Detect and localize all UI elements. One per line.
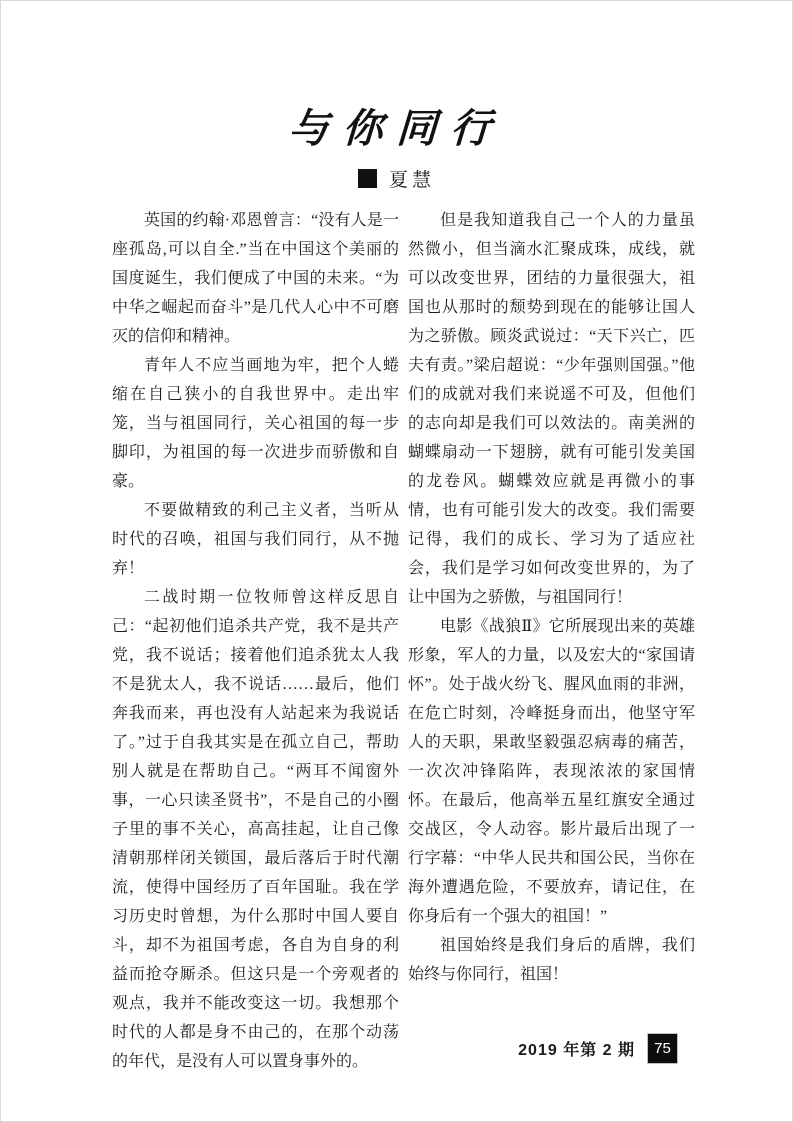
paragraph: 二战时期一位牧师曾这样反思自己：“起初他们追杀共产党，我不是共产党，我不说话；接着他们追杀犹太人我不是犹太人，我不说话……最后，他们奔我而来，再也没有人站起来为我说话了。”过于自我其实是在孤立自己，帮助别人就是在帮助自己。“两耳不闻窗外事，一心只读圣贤书”，不是自己的小圈子里的事不关心，高高挂起，让自己像清朝那样闭关锁国，最后落后于时代潮流，使得中国经历了百年国耻。我在学习历史时曾想，为什么那时中国人要自斗，却不为祖国考虑，各自为自身的利益而抢夺厮杀。但这只是一个旁观者的观点，我并不能改变这一切。我想那个时代的人都是身不由己的，在那个动荡的年代，是没有人可以置身事外的。 [112, 589, 399, 1070]
paragraph: 英国的约翰·邓恩曾言：“没有人是一座孤岛,可以自全.”当在中国这个美丽的国度诞生，我们便成了中国的未来。“为中华之崛起而奋斗”是几代人心中不可磨灭的信仰和精神。 [112, 212, 399, 345]
paragraph: 不要做精致的利己主义者，当听从时代的召唤，祖国与我们同行，从不抛弃！ [112, 502, 399, 577]
author-line [1, 165, 792, 192]
author-name: 夏慧 [388, 170, 435, 191]
article-title: 与你同行 [287, 106, 506, 151]
page-number: 75 [654, 1040, 671, 1057]
paragraph: 但是我知道我自己一个人的力量虽然微小，但当滴水汇聚成珠，成线，就可以改变世界，团结的力量很强大，祖国也从那时的颓势到现在的能够让国人为之骄傲。顾炎武说过：“天下兴亡，匹夫有责。”梁启超说：“少年强则国强。”他们的成就对我们来说遥不可及，但他们的志向却是我们可以效法的。南美洲的蝴蝶扇动一下翅膀，就有可能引发美国的龙卷风。蝴蝶效应就是再微小的事情，也有可能引发大的改变。我们需要记得，我们的成长、学习为了适应社会，我们是学习如何改变世界的，为了让中国为之骄傲，与祖国同行！ [408, 212, 695, 606]
issue-label: 2019 年第 2 期 [518, 1042, 635, 1059]
page-footer [1, 1034, 677, 1063]
paragraph: 青年人不应当画地为牢，把个人蜷缩在自己狭小的自我世界中。走出牢笼，当与祖国同行，关心祖国的每一步脚印，为祖国的每一次进步而骄傲和自豪。 [112, 357, 399, 490]
page-number-box [648, 1034, 677, 1063]
black-square-icon [358, 169, 377, 188]
paragraph: 祖国始终是我们身后的盾牌，我们始终与你同行，祖国！ [408, 937, 695, 983]
right-text-column [408, 206, 695, 989]
paragraph: 电影《战狼Ⅱ》它所展现出来的英雄形象，军人的力量，以及宏大的“家国请怀”。处于战火纷飞、腥风血雨的非洲，在危亡时刻，冷峰挺身而出，他坚守军人的天职，果敢坚毅强忍病毒的痛苦，一次次冲锋陷阵，表现浓浓的家国情怀。在最后，他高举五星红旗安全通过交战区，令人动容。影片最后出现了一行字幕：“中华人民共和国公民，当你在海外遭遇危险，不要放弃，请记住，在你身后有一个强大的祖国！” [408, 618, 695, 925]
left-text-column [112, 206, 399, 1076]
